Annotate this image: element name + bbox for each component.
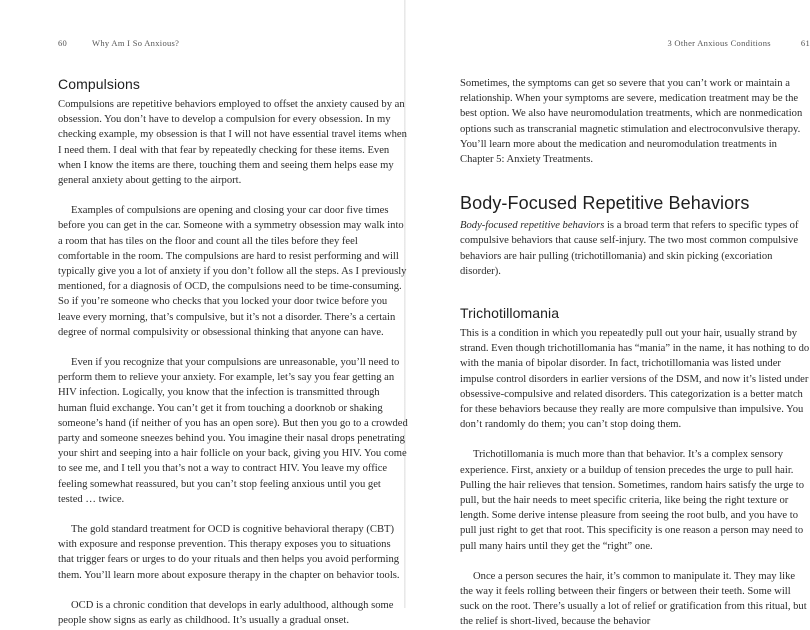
right-paragraph-3: Once a person secures the hair, it’s common to manipulate it. They may like the way it feels rolling between their fingers or between their teeth. Some will suck on the root. There’s usually a lot of relief or gratification from this ritual, but the relief is short-lived, because the behavior bbox=[460, 570, 807, 628]
left-page-number: 60 bbox=[58, 38, 68, 48]
bfrb-section-heading: Body-Focused Repetitive Behaviors bbox=[460, 193, 750, 214]
left-paragraph-1: Compulsions are repetitive behaviors employed to offset the anxiety caused by an obsession. You don’t have to develop a compulsion for every obsession. In my checking example, my obsession is that I will not have essential travel items when I need them. I deal with that fear by repeatedly checking for these items. Even when I know the items are there, touching them and seeing them helps ease my general anxiety about getting to the airport. bbox=[58, 99, 407, 187]
compulsions-heading: Compulsions bbox=[58, 76, 141, 92]
right-running-title: 3 Other Anxious Conditions bbox=[667, 38, 771, 48]
right-paragraph-2: Trichotillomania is much more than that behavior. It’s a complex sensory experience. First, anxiety or a buildup of tension precedes the urge to pull hair. Pulling the hair relieves that tension. Sometimes, random hairs satisfy the urge to pull, but the hair needs to meet specific criteria, like being the right texture or length. Some derive intense pleasure from seeing the root bulb, and you have to pull just right to get that root. This specificity is one reason a person may need to pull many hairs until they get the “right” one. bbox=[460, 449, 805, 552]
right-paragraph-1: This is a condition in which you repeatedly pull out your hair, usually strand by strand. Even though trichotillomania has “mania” in the name, it has nothing to do with the mania of bipolar disorder. In fact, trichotillomania was listed under impulse control disorders in earlier versions of the DSM, and now it’s listed under obsessive-compulsive and related disorders. This categorization is a better match for these behaviors because they really are more compulsive than impulsive. You don’t randomly do them; you can’t stop doing them. bbox=[460, 328, 810, 431]
left-paragraph-5: OCD is a chronic condition that develops in early adulthood, although some people show signs as early as childhood. It’s usually a gradual onset. bbox=[58, 599, 394, 627]
left-running-head bbox=[58, 38, 179, 48]
bfrb-intro-paragraph bbox=[460, 218, 810, 279]
bfrb-intro-term: Body-focused repetitive behaviors bbox=[460, 220, 605, 232]
right-page-body bbox=[460, 76, 810, 630]
left-paragraph-3: Even if you recognize that your compulsions are unreasonable, you’ll need to perform them to relieve your anxiety. For example, let’s say you fear getting an HIV infection. Logically, you know that the infection is transmitted through human fluid exchange. You can’t get it from touching a doorknob or shaking someone’s hand (if neither of you has an open sore). But then you go to a crowded party and someone sneezes behind you. You imagine their nasal drops penetrating your shirt and seeping into a hair follicle on your back, giving you HIV. You come to see me, and I tell you that’s not a way to contract HIV. You leave my office feeling somewhat reassured, but you can’t stop feeling anxious until you get tested … twice. bbox=[58, 357, 408, 505]
left-paragraph-2: Examples of compulsions are opening and closing your car door five times before you can get in the car. Someone with a symmetry obsession may walk into a room that has tiles on the floor and count all the tiles before they feel comfortable in the room. The compulsions are hard to resist performing and will typically give you a lot of anxiety if you don’t follow all the steps. As I previously mentioned, for a diagnosis of OCD, the compulsions need to be time-consuming. So if you’re someone who checks that you locked your door twice before you leave every morning, that’s compulsive, but it’s not a disorder. There’s a certain degree of normal compulsivity or obsessional thinking that anyone can have. bbox=[58, 205, 407, 338]
right-continued-paragraph: Sometimes, the symptoms can get so severe that you can’t work or maintain a relationship. When your symptoms are severe, medication treatment may be the best option. We also have neuromodulation treatments, which are nonmedication options such as transcranial magnetic stimulation and electroconvulsive therapy. You’ll learn more about the medication and neuromodulation treatments in Chapter 5: Anxiety Treatments. bbox=[460, 78, 803, 166]
bfrb-intro-text: is a broad term that refers to specific types of compulsive behaviors that cause self-injury. The two most common compulsive behaviors are hair pulling (trichotillomania) and skin picking (excoriation disorder). bbox=[460, 220, 799, 277]
right-page-number: 61 bbox=[800, 38, 810, 48]
right-running-head bbox=[667, 38, 810, 48]
left-page-body bbox=[58, 76, 408, 628]
left-running-title: Why Am I So Anxious? bbox=[92, 38, 180, 48]
trichotillomania-heading: Trichotillomania bbox=[460, 305, 560, 322]
left-paragraph-4: The gold standard treatment for OCD is cognitive behavioral therapy (CBT) with exposure and response prevention. This therapy exposes you to situations that trigger fears or urges to do your rituals and then helps you avoid performing them. You’ll learn more about exposure therapy in the chapter on behavior tools. bbox=[58, 524, 400, 581]
